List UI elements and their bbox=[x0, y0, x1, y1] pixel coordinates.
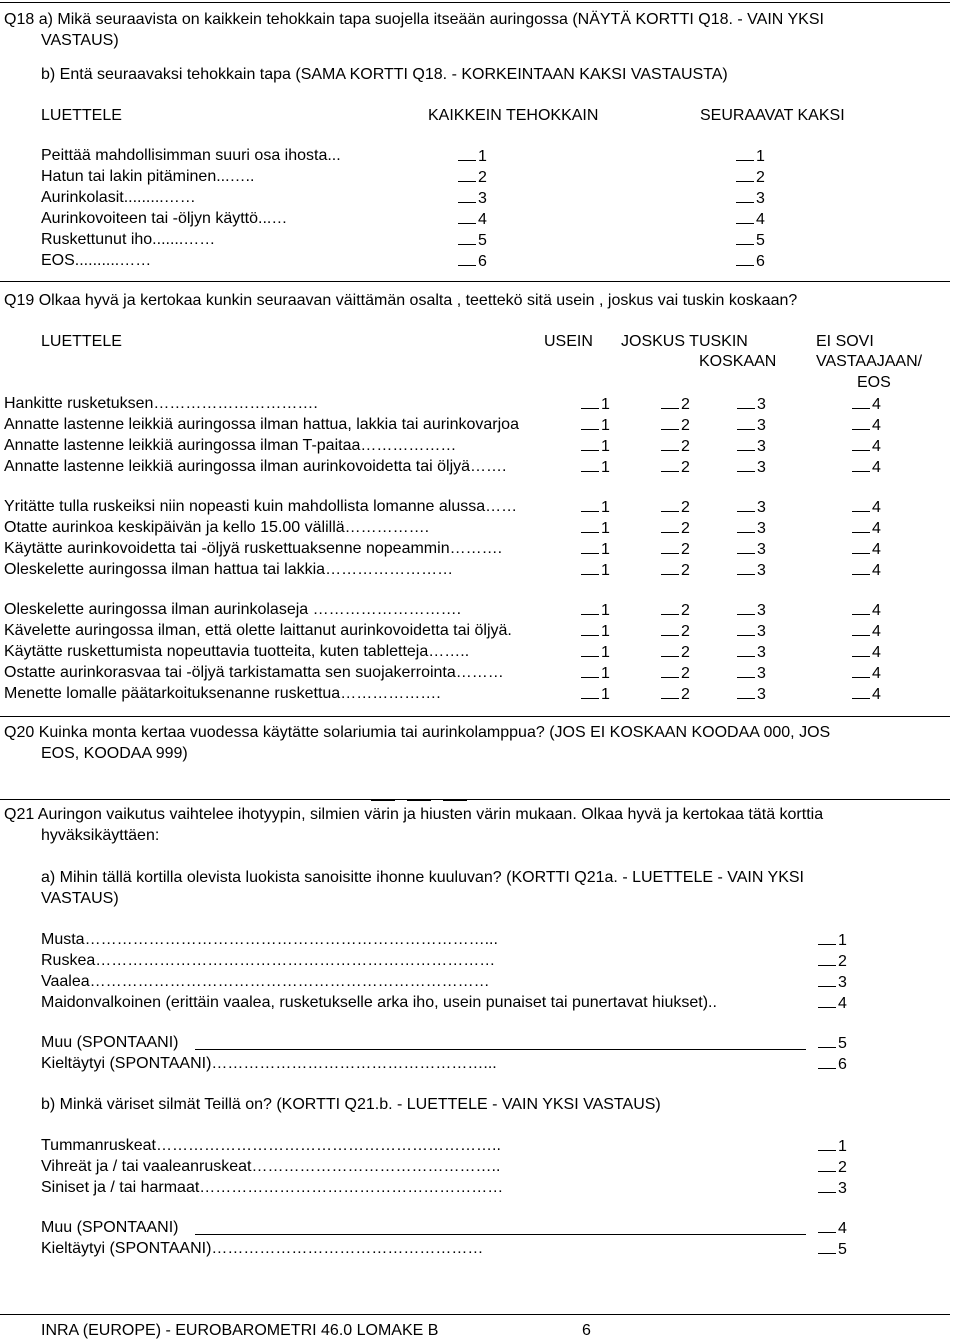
q18-item-code-most[interactable] bbox=[458, 146, 487, 167]
answer-code: 2 bbox=[838, 1159, 847, 1176]
answer-blank[interactable] bbox=[661, 621, 679, 636]
q19-code-2[interactable] bbox=[661, 560, 690, 581]
answer-code: 2 bbox=[478, 169, 487, 186]
q19-code-4[interactable] bbox=[852, 560, 881, 581]
q19-statement: Menette lomalle päätarkoituksenanne ruskettua………………. bbox=[4, 685, 441, 702]
answer-blank[interactable] bbox=[818, 972, 836, 987]
answer-blank[interactable] bbox=[581, 600, 599, 615]
q21b-item-code[interactable] bbox=[818, 1178, 847, 1199]
q19-code-3[interactable] bbox=[737, 621, 766, 642]
q21a-item-label: Ruskea………………………………………………………………… bbox=[41, 952, 496, 969]
q21a-item-code[interactable] bbox=[818, 993, 847, 1014]
q21b-item-label: Siniset ja / tai harmaat………………………………………………… bbox=[41, 1179, 504, 1196]
answer-code: 1 bbox=[601, 644, 610, 661]
q19-code-1[interactable] bbox=[581, 663, 610, 684]
answer-blank[interactable] bbox=[581, 539, 599, 554]
q19-code-1[interactable] bbox=[581, 394, 610, 415]
q21a-item-label: Musta…………………………………………………………………... bbox=[41, 931, 498, 948]
answer-blank[interactable] bbox=[737, 539, 755, 554]
q19-header-na: EI SOVI bbox=[816, 333, 874, 350]
q19-code-1[interactable] bbox=[581, 415, 610, 436]
answer-code: 3 bbox=[757, 459, 766, 476]
answer-code: 1 bbox=[601, 541, 610, 558]
q19-code-3[interactable] bbox=[737, 518, 766, 539]
q21a-item-label: Vaalea………………………………………………………………… bbox=[41, 973, 490, 990]
q21b-other-code[interactable]: 4 bbox=[818, 1218, 847, 1239]
answer-blank[interactable] bbox=[581, 642, 599, 657]
answer-blank[interactable] bbox=[737, 518, 755, 533]
answer-code: 2 bbox=[681, 562, 690, 579]
answer-blank[interactable] bbox=[458, 146, 476, 161]
q18-item-code-next[interactable] bbox=[736, 209, 765, 230]
q18-question-a-cont: VASTAUS) bbox=[41, 32, 119, 49]
q19-code-2[interactable] bbox=[661, 457, 690, 478]
q19-code-3[interactable] bbox=[737, 663, 766, 684]
q18-header-next: SEURAAVAT KAKSI bbox=[700, 107, 845, 124]
answer-blank[interactable] bbox=[737, 436, 755, 451]
answer-blank[interactable] bbox=[736, 146, 754, 161]
answer-blank[interactable] bbox=[818, 930, 836, 945]
answer-blank[interactable] bbox=[737, 394, 755, 409]
answer-blank[interactable] bbox=[581, 684, 599, 699]
answer-code: 3 bbox=[757, 520, 766, 537]
answer-code: 2 bbox=[681, 623, 690, 640]
answer-blank[interactable] bbox=[736, 230, 754, 245]
answer-blank[interactable] bbox=[852, 600, 870, 615]
q18-header-list: LUETTELE bbox=[41, 107, 122, 124]
q21b-question: b) Minkä väriset silmät Teillä on? (KORTTI Q21.b. - LUETTELE - VAIN YKSI VASTAUS) bbox=[41, 1096, 661, 1113]
answer-blank[interactable] bbox=[852, 394, 870, 409]
q19-code-2[interactable] bbox=[661, 497, 690, 518]
q18-item-code-next[interactable] bbox=[736, 251, 765, 272]
answer-blank[interactable] bbox=[852, 539, 870, 554]
q19-code-3[interactable] bbox=[737, 560, 766, 581]
q20-question-line2: EOS, KOODAA 999) bbox=[41, 745, 188, 762]
q21a-question-line1: a) Mihin tällä kortilla olevista luokista sanoisitte ihonne kuuluvan? (KORTTI Q21a. - LUETTELE - VAIN YKSI bbox=[41, 869, 804, 886]
answer-blank[interactable] bbox=[737, 684, 755, 699]
q18-item-code-next[interactable] bbox=[736, 230, 765, 251]
answer-blank[interactable] bbox=[661, 560, 679, 575]
answer-code: 3 bbox=[757, 686, 766, 703]
answer-code: 4 bbox=[872, 396, 881, 413]
q19-code-1[interactable] bbox=[581, 621, 610, 642]
q19-code-2[interactable] bbox=[661, 600, 690, 621]
q21a-item-label: Maidonvalkoinen (erittäin vaalea, rusketukselle arka iho, usein punaiset tai punertavat hiukset).. bbox=[41, 994, 717, 1011]
q18-item-code-next[interactable] bbox=[736, 188, 765, 209]
answer-blank[interactable] bbox=[661, 642, 679, 657]
q19-code-2[interactable] bbox=[661, 663, 690, 684]
answer-blank[interactable] bbox=[458, 167, 476, 182]
q19-statement: Käytätte ruskettumista nopeuttavia tuotteita, kuten tabletteja…….. bbox=[4, 643, 470, 660]
answer-blank[interactable] bbox=[852, 621, 870, 636]
answer-code: 6 bbox=[478, 253, 487, 270]
footer-page-number: 6 bbox=[582, 1322, 591, 1339]
answer-code: 3 bbox=[838, 1180, 847, 1197]
answer-blank[interactable] bbox=[458, 188, 476, 203]
answer-code: 2 bbox=[681, 644, 690, 661]
answer-code: 3 bbox=[757, 602, 766, 619]
q18-item-code-most[interactable] bbox=[458, 209, 487, 230]
answer-code: 4 bbox=[872, 686, 881, 703]
q18-item-code-most[interactable] bbox=[458, 167, 487, 188]
q21a-other-line[interactable] bbox=[195, 1049, 806, 1050]
answer-code: 3 bbox=[838, 974, 847, 991]
answer-blank[interactable] bbox=[852, 642, 870, 657]
answer-blank[interactable] bbox=[458, 209, 476, 224]
answer-blank[interactable] bbox=[852, 457, 870, 472]
q18-question-b: b) Entä seuraavaksi tehokkain tapa (SAMA KORTTI Q18. - KORKEINTAAN KAKSI VASTAUSTA) bbox=[41, 66, 728, 83]
answer-code: 3 bbox=[757, 665, 766, 682]
q19-header-list: LUETTELE bbox=[41, 333, 122, 350]
answer-blank[interactable] bbox=[737, 600, 755, 615]
q18-item-code-most[interactable] bbox=[458, 188, 487, 209]
q19-code-3[interactable] bbox=[737, 642, 766, 663]
answer-code: 1 bbox=[756, 148, 765, 165]
q19-code-2[interactable] bbox=[661, 621, 690, 642]
q19-code-4[interactable] bbox=[852, 621, 881, 642]
q18-item-code-next[interactable] bbox=[736, 146, 765, 167]
q19-code-2[interactable] bbox=[661, 684, 690, 705]
q21b-other-line[interactable] bbox=[195, 1234, 806, 1235]
q19-statement: Annatte lastenne leikkiä auringossa ilman hattua, lakkia tai aurinkovarjoa bbox=[4, 416, 519, 433]
answer-blank[interactable] bbox=[661, 394, 679, 409]
answer-code: 1 bbox=[601, 602, 610, 619]
q21b-item-label: Vihreät ja / tai vaaleanruskeat……………………………………….. bbox=[41, 1158, 501, 1175]
answer-code: 2 bbox=[756, 169, 765, 186]
answer-code: 1 bbox=[601, 396, 610, 413]
answer-code: 4 bbox=[872, 602, 881, 619]
answer-code: 1 bbox=[478, 148, 487, 165]
answer-blank[interactable] bbox=[581, 457, 599, 472]
q19-code-4[interactable] bbox=[852, 457, 881, 478]
answer-blank[interactable] bbox=[852, 415, 870, 430]
answer-code: 4 bbox=[478, 211, 487, 228]
q21b-item-code[interactable] bbox=[818, 1157, 847, 1178]
answer-code: 1 bbox=[601, 438, 610, 455]
q19-header-often: USEIN bbox=[544, 333, 593, 350]
answer-code: 3 bbox=[757, 417, 766, 434]
q19-code-2[interactable] bbox=[661, 436, 690, 457]
answer-blank[interactable] bbox=[852, 518, 870, 533]
divider-q21 bbox=[0, 799, 950, 800]
q19-code-4[interactable] bbox=[852, 663, 881, 684]
answer-blank[interactable] bbox=[852, 436, 870, 451]
q21b-refused-label: Kieltäytyi (SPONTAANI)…………………………………………… bbox=[41, 1240, 484, 1257]
answer-code: 3 bbox=[757, 644, 766, 661]
answer-blank[interactable] bbox=[737, 560, 755, 575]
q19-code-3[interactable] bbox=[737, 457, 766, 478]
q20-question-line1: Q20 Kuinka monta kertaa vuodessa käytätte solariumia tai aurinkolamppua? (JOS EI KOSKAAN KOODAA 000, JOS bbox=[4, 724, 831, 741]
q21a-refused-label: Kieltäytyi (SPONTAANI)……………………………………………... bbox=[41, 1055, 497, 1072]
answer-blank[interactable] bbox=[581, 518, 599, 533]
q21b-refused-code[interactable]: 5 bbox=[818, 1239, 847, 1260]
q21b-item-label: Tummanruskeat……………………………………………………….. bbox=[41, 1137, 501, 1154]
answer-code: 4 bbox=[756, 211, 765, 228]
answer-code: 5 bbox=[478, 232, 487, 249]
answer-code: 4 bbox=[872, 499, 881, 516]
q21-question-line1: Q21 Auringon vaikutus vaihtelee ihotyypin, silmien värin ja hiusten värin mukaan. Olkaa hyvä ja kertokaa tätä korttia bbox=[4, 806, 824, 823]
answer-blank[interactable] bbox=[581, 394, 599, 409]
answer-code: 2 bbox=[681, 686, 690, 703]
answer-blank[interactable] bbox=[581, 497, 599, 512]
q19-statement: Otatte aurinkoa keskipäivän ja kello 15.00 välillä……………. bbox=[4, 519, 430, 536]
answer-code: 1 bbox=[601, 459, 610, 476]
answer-code: 1 bbox=[838, 932, 847, 949]
q19-code-3[interactable] bbox=[737, 684, 766, 705]
q21a-item-code[interactable] bbox=[818, 972, 847, 993]
answer-code: 4 bbox=[872, 541, 881, 558]
answer-blank[interactable] bbox=[818, 951, 836, 966]
answer-blank[interactable] bbox=[581, 621, 599, 636]
answer-blank[interactable] bbox=[661, 663, 679, 678]
answer-blank[interactable] bbox=[818, 1178, 836, 1193]
q19-code-4[interactable] bbox=[852, 600, 881, 621]
q21a-other-code[interactable]: 5 bbox=[818, 1033, 847, 1054]
answer-code: 3 bbox=[757, 541, 766, 558]
answer-code: 1 bbox=[838, 1138, 847, 1155]
q19-code-2[interactable] bbox=[661, 394, 690, 415]
q18-header-most: KAIKKEIN TEHOKKAIN bbox=[428, 107, 599, 124]
answer-code: 1 bbox=[601, 520, 610, 537]
q21b-other-label: Muu (SPONTAANI) bbox=[41, 1219, 179, 1236]
q19-code-2[interactable] bbox=[661, 642, 690, 663]
q19-code-3[interactable] bbox=[737, 415, 766, 436]
answer-blank[interactable] bbox=[581, 663, 599, 678]
q18-question-a: Q18 a) Mikä seuraavista on kaikkein tehokkain tapa suojella itseään auringossa (NÄYTÄ KORTTI Q18. - VAIN YKSI bbox=[4, 11, 824, 28]
divider-q20 bbox=[0, 716, 950, 717]
answer-blank[interactable] bbox=[737, 621, 755, 636]
answer-code: 6 bbox=[756, 253, 765, 270]
q21a-question-line2: VASTAUS) bbox=[41, 890, 119, 907]
q19-code-2[interactable] bbox=[661, 539, 690, 560]
answer-code: 3 bbox=[757, 623, 766, 640]
answer-code: 4 bbox=[872, 438, 881, 455]
answer-blank[interactable] bbox=[661, 539, 679, 554]
answer-blank[interactable] bbox=[737, 497, 755, 512]
answer-blank[interactable] bbox=[661, 600, 679, 615]
answer-blank[interactable] bbox=[581, 436, 599, 451]
q21a-refused-code[interactable]: 6 bbox=[818, 1054, 847, 1075]
q19-statement: Annatte lastenne leikkiä auringossa ilman T-paitaa……………… bbox=[4, 437, 457, 454]
q19-question: Q19 Olkaa hyvä ja kertokaa kunkin seuraavan väittämän osalta , teettekö sitä usein , joskus vai tuskin koskaan? bbox=[4, 292, 798, 309]
answer-code: 3 bbox=[757, 438, 766, 455]
answer-code: 2 bbox=[681, 417, 690, 434]
answer-code: 1 bbox=[601, 562, 610, 579]
answer-code: 3 bbox=[757, 396, 766, 413]
answer-blank[interactable] bbox=[818, 993, 836, 1008]
q18-item-label: Hatun tai lakin pitäminen...….. bbox=[41, 168, 255, 185]
answer-blank[interactable] bbox=[852, 497, 870, 512]
answer-blank[interactable] bbox=[581, 560, 599, 575]
q19-code-4[interactable] bbox=[852, 518, 881, 539]
answer-code: 1 bbox=[601, 417, 610, 434]
answer-code: 1 bbox=[601, 686, 610, 703]
answer-code: 2 bbox=[681, 602, 690, 619]
answer-code: 2 bbox=[681, 459, 690, 476]
q19-header-hardly2: KOSKAAN bbox=[699, 353, 777, 370]
answer-blank[interactable] bbox=[581, 415, 599, 430]
q18-item-code-most[interactable] bbox=[458, 230, 487, 251]
answer-code: 4 bbox=[872, 562, 881, 579]
q18-item-label: Aurinkolasit.........…… bbox=[41, 189, 196, 206]
q19-code-1[interactable] bbox=[581, 600, 610, 621]
answer-code: 1 bbox=[601, 499, 610, 516]
q19-code-4[interactable] bbox=[852, 642, 881, 663]
footer-text: INRA (EUROPE) - EUROBAROMETRI 46.0 LOMAKE B bbox=[41, 1322, 439, 1339]
answer-code: 4 bbox=[838, 995, 847, 1012]
answer-blank[interactable] bbox=[458, 251, 476, 266]
answer-code: 4 bbox=[872, 623, 881, 640]
answer-blank[interactable] bbox=[852, 684, 870, 699]
q19-statement: Käytätte aurinkovoidetta tai -öljyä ruskettuaksenne nopeammin………. bbox=[4, 540, 503, 557]
answer-code: 3 bbox=[478, 190, 487, 207]
q19-code-3[interactable] bbox=[737, 539, 766, 560]
q19-code-4[interactable] bbox=[852, 415, 881, 436]
answer-blank[interactable] bbox=[661, 436, 679, 451]
q18-item-label: Ruskettunut iho.......…… bbox=[41, 231, 216, 248]
q21a-item-code[interactable] bbox=[818, 930, 847, 951]
q19-code-3[interactable] bbox=[737, 436, 766, 457]
answer-blank[interactable] bbox=[818, 1136, 836, 1151]
q19-code-2[interactable] bbox=[661, 518, 690, 539]
q19-code-3[interactable] bbox=[737, 600, 766, 621]
answer-blank[interactable] bbox=[852, 560, 870, 575]
q19-statement: Kävelette auringossa ilman, että olette laittanut aurinkovoidetta tai öljyä. bbox=[4, 622, 512, 639]
q21a-other-label: Muu (SPONTAANI) bbox=[41, 1034, 179, 1051]
answer-code: 1 bbox=[601, 665, 610, 682]
q19-code-4[interactable] bbox=[852, 539, 881, 560]
q19-statement: Oleskelette auringossa ilman hattua tai lakkia…………………… bbox=[4, 561, 454, 578]
q18-item-label: EOS..........…… bbox=[41, 252, 152, 269]
q20-answer-blanks[interactable] bbox=[362, 768, 469, 806]
answer-blank[interactable] bbox=[661, 457, 679, 472]
answer-code: 2 bbox=[681, 396, 690, 413]
answer-blank[interactable] bbox=[852, 663, 870, 678]
q19-statement: Hankitte rusketuksen…………………………. bbox=[4, 395, 318, 412]
q21-question-line2: hyväksikäyttäen: bbox=[41, 827, 160, 844]
q18-item-label: Peittää mahdollisimman suuri osa ihosta... bbox=[41, 147, 341, 164]
answer-code: 4 bbox=[872, 665, 881, 682]
q19-code-1[interactable] bbox=[581, 684, 610, 705]
answer-code: 2 bbox=[681, 499, 690, 516]
q19-code-1[interactable] bbox=[581, 560, 610, 581]
q19-code-3[interactable] bbox=[737, 497, 766, 518]
answer-blank[interactable] bbox=[737, 663, 755, 678]
answer-code: 3 bbox=[756, 190, 765, 207]
top-rule bbox=[0, 2, 950, 3]
q19-code-1[interactable] bbox=[581, 457, 610, 478]
q19-code-1[interactable] bbox=[581, 497, 610, 518]
q19-code-4[interactable] bbox=[852, 436, 881, 457]
q19-code-1[interactable] bbox=[581, 539, 610, 560]
answer-blank[interactable] bbox=[458, 230, 476, 245]
answer-code: 4 bbox=[872, 520, 881, 537]
answer-blank[interactable] bbox=[736, 251, 754, 266]
q19-code-1[interactable] bbox=[581, 436, 610, 457]
q21b-item-code[interactable] bbox=[818, 1136, 847, 1157]
answer-code: 5 bbox=[756, 232, 765, 249]
answer-code: 2 bbox=[681, 520, 690, 537]
q18-item-code-most[interactable] bbox=[458, 251, 487, 272]
q19-code-1[interactable] bbox=[581, 642, 610, 663]
answer-code: 2 bbox=[681, 438, 690, 455]
q19-code-2[interactable] bbox=[661, 415, 690, 436]
answer-code: 4 bbox=[872, 644, 881, 661]
answer-code: 2 bbox=[681, 541, 690, 558]
q21a-item-code[interactable] bbox=[818, 951, 847, 972]
answer-code: 2 bbox=[681, 665, 690, 682]
q19-statement: Oleskelette auringossa ilman aurinkolaseja ………………………. bbox=[4, 601, 462, 618]
answer-code: 4 bbox=[872, 417, 881, 434]
answer-blank[interactable] bbox=[736, 167, 754, 182]
answer-code: 2 bbox=[838, 953, 847, 970]
q19-code-1[interactable] bbox=[581, 518, 610, 539]
answer-blank[interactable] bbox=[661, 497, 679, 512]
answer-blank[interactable] bbox=[818, 1157, 836, 1172]
q19-statement: Annatte lastenne leikkiä auringossa ilman aurinkovoidetta tai öljyä……. bbox=[4, 458, 507, 475]
answer-blank[interactable] bbox=[661, 415, 679, 430]
answer-blank[interactable] bbox=[737, 415, 755, 430]
q19-code-4[interactable] bbox=[852, 497, 881, 518]
q19-code-3[interactable] bbox=[737, 394, 766, 415]
q19-code-4[interactable] bbox=[852, 394, 881, 415]
q19-header-sometimes: JOSKUS TUSKIN bbox=[621, 333, 748, 350]
answer-code: 3 bbox=[757, 562, 766, 579]
answer-blank[interactable] bbox=[736, 209, 754, 224]
answer-blank[interactable] bbox=[661, 518, 679, 533]
q19-code-4[interactable] bbox=[852, 684, 881, 705]
q19-statement: Yritätte tulla ruskeiksi niin nopeasti kuin mahdollista lomanne alussa…… bbox=[4, 498, 518, 515]
answer-blank[interactable] bbox=[737, 642, 755, 657]
q19-statement: Ostatte aurinkorasvaa tai -öljyä tarkistamatta sen suojakerrointa……… bbox=[4, 664, 504, 681]
q19-header-na3: EOS bbox=[857, 374, 891, 391]
answer-blank[interactable] bbox=[661, 684, 679, 699]
answer-blank[interactable] bbox=[736, 188, 754, 203]
q19-header-na2: VASTAAJAAN/ bbox=[816, 353, 923, 370]
q18-item-label: Aurinkovoiteen tai -öljyn käyttö...… bbox=[41, 210, 288, 227]
answer-code: 1 bbox=[601, 623, 610, 640]
answer-blank[interactable] bbox=[737, 457, 755, 472]
divider-q19 bbox=[0, 281, 950, 282]
footer-rule bbox=[0, 1314, 950, 1315]
answer-code: 4 bbox=[872, 459, 881, 476]
q18-item-code-next[interactable] bbox=[736, 167, 765, 188]
answer-code: 3 bbox=[757, 499, 766, 516]
